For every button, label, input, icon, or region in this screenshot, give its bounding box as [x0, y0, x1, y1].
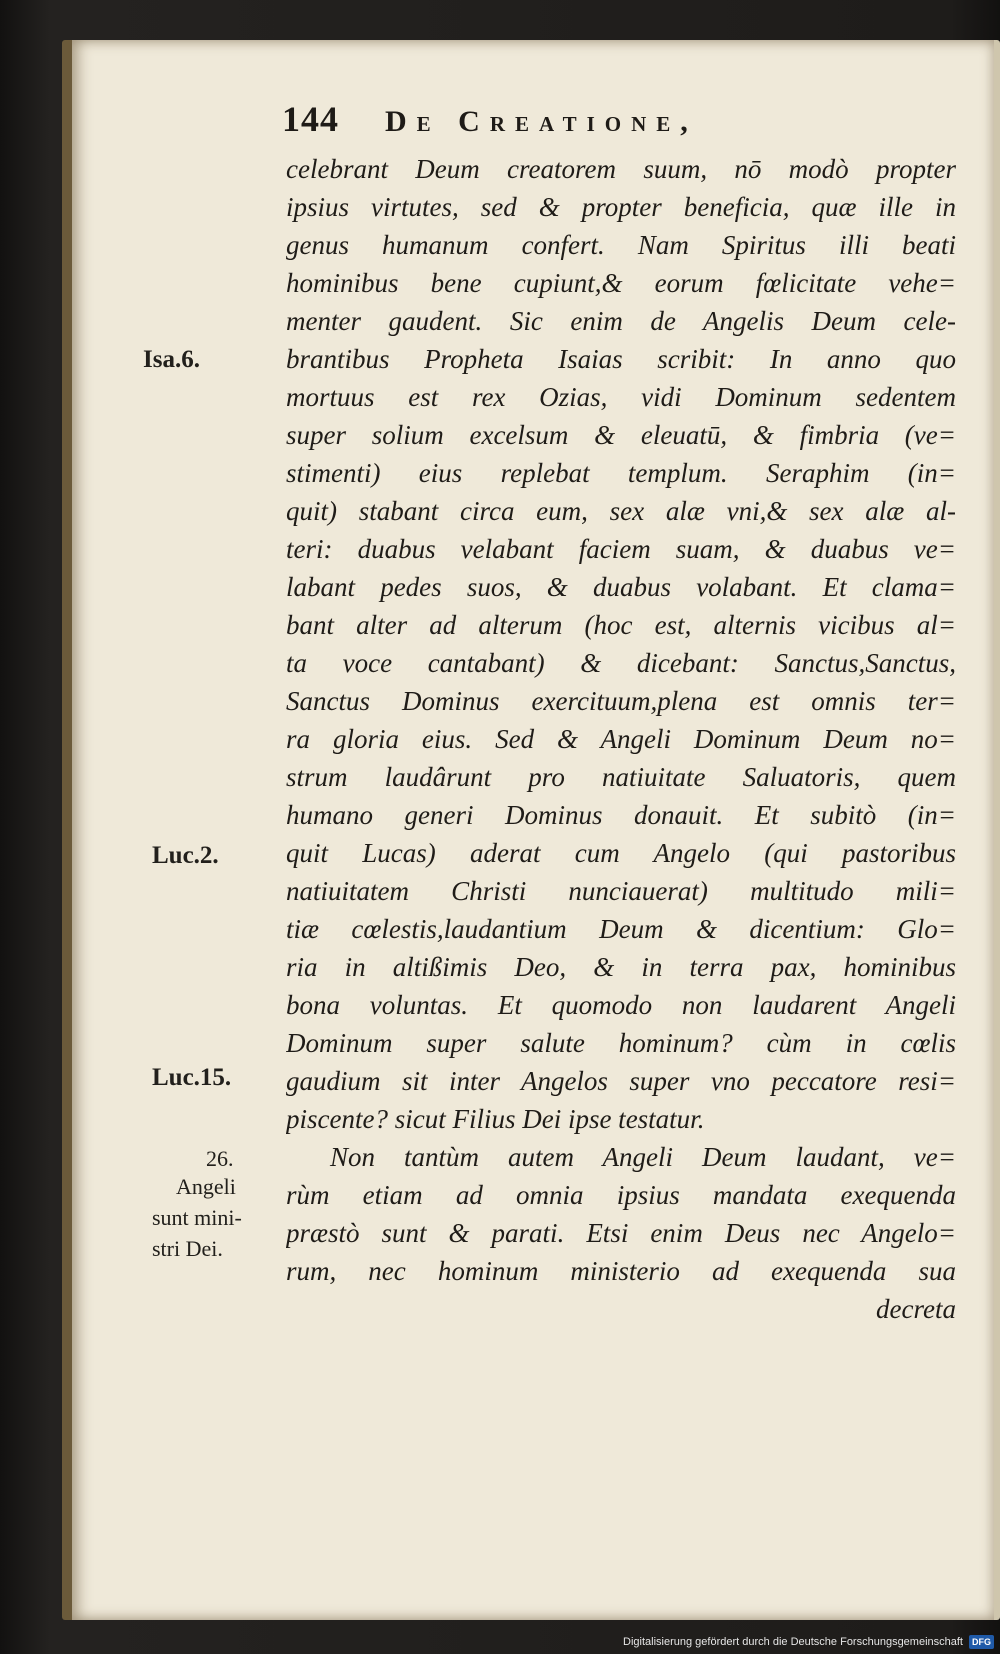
text-line: ipsius virtutes, sed & propter beneficia, quæ ille in	[286, 192, 956, 222]
running-title: De Creatione,	[385, 105, 698, 138]
text-line: super solium excelsum & eleuatū, & fimbria (ve=	[286, 420, 956, 450]
margin-section-number: 26.	[206, 1146, 234, 1171]
text-line: gaudium sit inter Angelos super vno peccatore resi=	[286, 1066, 956, 1096]
text-line: brantibus Propheta Isaias scribit: In anno quo	[286, 344, 956, 374]
text-line: piscente? sicut Filius Dei ipse testatur.	[286, 1104, 705, 1134]
text-line: Dominum super salute hominum? cùm in cœlis	[286, 1028, 956, 1058]
page-header	[282, 98, 698, 148]
paragraph-start-line: Non tantùm autem Angeli Deum laudant, ve=	[330, 1142, 956, 1172]
text-line: stimenti) eius replebat templum. Seraphim (in=	[286, 458, 956, 488]
margin-gloss-line-3: stri Dei.	[152, 1236, 223, 1261]
text-line: mortuus est rex Ozias, vidi Dominum sedentem	[286, 382, 956, 412]
text-line: hominibus bene cupiunt,& eorum fœlicitate vehe=	[286, 268, 956, 298]
text-line: Sanctus Dominus exercituum,plena est omnis ter=	[286, 686, 956, 716]
margin-note-luke-15: Luc.15.	[152, 1064, 232, 1091]
text-line: menter gaudent. Sic enim de Angelis Deum cele-	[286, 306, 956, 336]
text-line: quit Lucas) aderat cum Angelo (qui pastoribus	[286, 838, 956, 868]
text-line: bona voluntas. Et quomodo non laudarent Angeli	[286, 990, 956, 1020]
funding-credit: Digitalisierung gefördert durch die Deutsche Forschungsgemeinschaft	[623, 1636, 963, 1648]
text-line: labant pedes suos, & duabus volabant. Et clama=	[286, 572, 956, 602]
text-line: teri: duabus velabant faciem suam, & duabus ve=	[286, 534, 956, 564]
catchword: decreta	[876, 1294, 956, 1324]
text-line: humano generi Dominus donauit. Et subitò (in=	[286, 800, 956, 830]
margin-note-isaiah: Isa.6.	[143, 346, 200, 373]
text-line: ta voce cantabant) & dicebant: Sanctus,Sanctus,	[286, 648, 956, 678]
margin-note-luke-2: Luc.2.	[152, 842, 219, 869]
margin-gloss-line-2: sunt mini-	[152, 1205, 242, 1230]
text-line: bant alter ad alterum (hoc est, alternis vicibus al=	[286, 610, 956, 640]
text-line: rùm etiam ad omnia ipsius mandata exequenda	[286, 1180, 956, 1210]
text-line: ra gloria eius. Sed & Angeli Dominum Deum no=	[286, 724, 956, 754]
text-line: natiuitatem Christi nunciauerat) multitudo mili=	[286, 876, 956, 906]
text-line: strum laudârunt pro natiuitate Saluatoris, quem	[286, 762, 956, 792]
main-text-block	[286, 150, 956, 1328]
text-line: ria in altißimis Deo, & in terra pax, hominibus	[286, 952, 956, 982]
dfg-logo: DFG	[969, 1635, 994, 1649]
text-line: rum, nec hominum ministerio ad exequenda sua	[286, 1256, 956, 1286]
text-line: genus humanum confert. Nam Spiritus illi beati	[286, 230, 956, 260]
text-line: præstò sunt & parati. Etsi enim Deus nec Angelo=	[286, 1218, 956, 1248]
page-number: 144	[282, 99, 339, 139]
text-line: quit) stabant circa eum, sex alæ vni,& sex alæ al-	[286, 496, 956, 526]
text-line: celebrant Deum creatorem suum, nō modò propter	[286, 154, 956, 184]
digitization-footer	[623, 1634, 994, 1650]
margin-gloss-line-1: Angeli	[176, 1174, 236, 1199]
text-line: tiæ cœlestis,laudantium Deum & dicentium: Glo=	[286, 914, 956, 944]
